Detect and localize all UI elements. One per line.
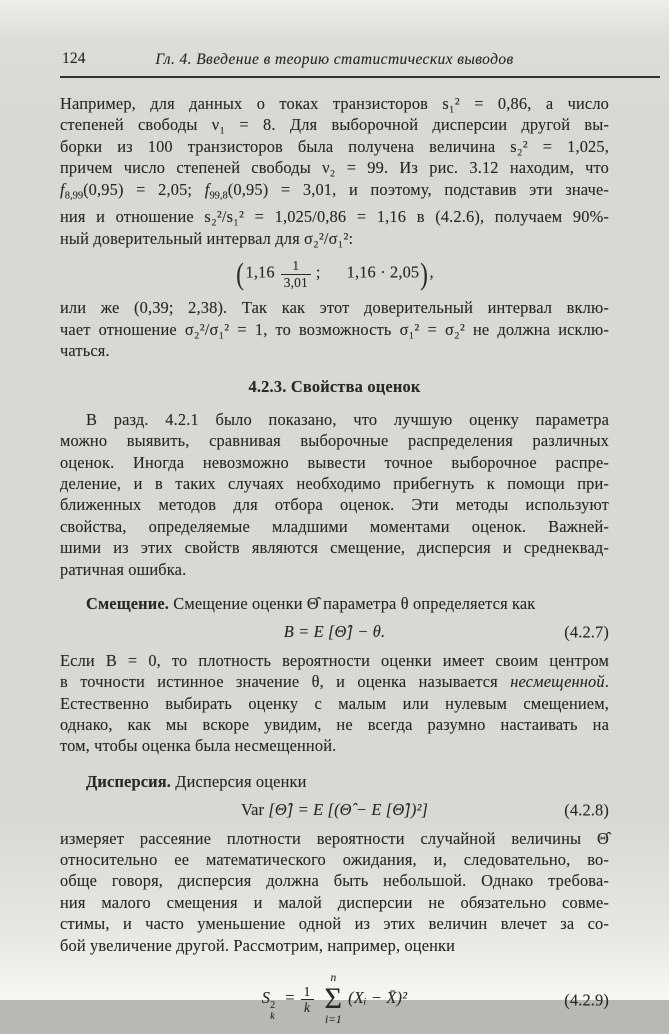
fraction (301, 984, 314, 1016)
sum-upper-limit: n (330, 972, 337, 985)
text-line: ния и отношение s₂²/s₁² = 1,025/0,86 = 1,16 в (4.2.6), получаем 90%- (60, 207, 609, 227)
text-line: стимы, и часто уменьшение одной из этих величин влечет за со- (60, 914, 609, 934)
text-line: обще говоря, дисперсия должна быть небольшой. Однако требова- (60, 871, 609, 891)
equation-body (241, 799, 428, 820)
text-fragment: (0,95) = 3,01, и поэтому, подставив эти значе- (227, 179, 610, 199)
text-line: Естественно выбирать оценку с малым или нулевым смещением, (60, 693, 609, 713)
close-paren: ) (420, 256, 429, 291)
text-line: ный доверительный интервал для σ₂²/σ₁²: (60, 228, 354, 248)
running-title: Гл. 4. Введение в теорию статистических выводов (155, 51, 514, 68)
equation-body: B = E [Θ̂] − θ. (283, 622, 386, 642)
equation-4-2-7 (60, 621, 609, 642)
equation-number: (4.2.8) (564, 800, 609, 820)
s-base: S (261, 988, 271, 1008)
text-line: Например, для данных о токах транзисторов s₁² = 0,86, а число (60, 94, 609, 113)
semicolon: ; (315, 262, 321, 282)
sigma-symbol: Σ (324, 982, 343, 1016)
trailing-comma: , (429, 262, 434, 282)
equation-number: (4.2.9) (564, 989, 609, 1009)
interval-right-term: 1,16 · 2,05 (346, 262, 420, 282)
f-symbol: f (204, 179, 210, 199)
equation-4-2-9 (60, 972, 609, 1027)
run-in-heading-variance: Дисперсия. (86, 771, 172, 791)
text-fragment: (0,95) = 2,05; (83, 179, 205, 199)
section-heading: 4.2.3. Свойства оценок (248, 377, 421, 397)
equation-confidence-interval (60, 258, 609, 290)
text-line-variance-lead (60, 771, 609, 792)
text-column (60, 48, 609, 1034)
text-line: В разд. 4.2.1 было показано, что лучшую оценку параметра (86, 409, 609, 429)
summation (325, 972, 343, 1027)
subscript-k: k (270, 1010, 275, 1022)
text-line: деление, и в таких случаях необходимо прибегнуть к помощи при- (60, 473, 609, 493)
fraction-denominator: 3,01 (281, 274, 311, 290)
open-paren: ( (236, 256, 245, 291)
text-line: борки из 100 транзисторов была получена величина s₂² = 1,025, (60, 136, 609, 156)
header-rule (60, 76, 660, 78)
text-line: чает отношение σ₂²/σ₁² = 1, то возможность σ₁² = σ₂² не должна исклю- (60, 319, 609, 339)
text-line: ближенных методов для отбора оценок. Эти методы используют (60, 495, 609, 515)
fraction-denominator: k (301, 999, 314, 1015)
interval-lead: 1,16 (245, 262, 275, 282)
paragraph-transistors (60, 93, 609, 249)
run-in-heading-bias: Смещение. (86, 594, 169, 613)
sum-lower-limit: i=1 (324, 1013, 342, 1026)
text-line: том, чтобы оценка была несмещенной. (60, 736, 337, 756)
fraction (281, 258, 311, 290)
fraction-numerator: 1 (292, 258, 300, 274)
text-fragment: . (604, 672, 609, 692)
text-fragment: Смещение оценки Θ̂ параметра θ определяется как (169, 594, 536, 613)
text-line: ратичная ошибка. (60, 559, 187, 579)
paragraph-unbiased (60, 650, 609, 757)
text-fragment: Дисперсия оценки (171, 771, 307, 791)
equals-sign: = (285, 988, 295, 1008)
f-symbol: f (60, 179, 65, 199)
text-line: чаться. (60, 340, 110, 360)
text-line: шими из этих свойств являются смещение, дисперсия и среднеквад- (60, 538, 609, 558)
superscript-2: 2 (270, 999, 276, 1011)
paragraph-variance-tradeoff (60, 828, 609, 956)
paragraph-bias (60, 593, 609, 614)
text-line-f-quantiles (60, 179, 609, 207)
text-line-bias-lead (60, 593, 609, 614)
text-line: причем число степеней свободы ν₂ = 99. Из рис. 3.12 находим, что (60, 158, 609, 178)
text-line: степеней свободы ν₁ = 8. Для выборочной дисперсии другой вы- (60, 115, 609, 135)
fraction-numerator: 1 (303, 983, 311, 999)
summand-expression: (Xᵢ − X̄)² (348, 988, 408, 1008)
text-line: ния малого смещения и малой дисперсии не обязательно совме- (60, 892, 609, 912)
text-line: или же (0,39; 2,38). Так как этот доверительный интервал вклю- (60, 298, 609, 318)
sup-sub-stack (270, 1000, 275, 1023)
paragraph-variance (60, 771, 609, 792)
text-line: Если B = 0, то плотность вероятности оценки имеет своим центром (60, 650, 609, 670)
text-fragment: в точности истинное значение θ, и оценка называется (60, 672, 511, 692)
page-number: 124 (62, 50, 86, 67)
text-line: бой увеличение другой. Рассмотрим, например, оценки (60, 935, 456, 955)
equation-4-2-8 (60, 799, 609, 820)
text-line: измеряет рассеяние плотности вероятности случайной величины Θ̂ (60, 828, 609, 848)
italic-term-unbiased: несмещенной (510, 672, 605, 692)
text-line-with-italic (60, 671, 609, 692)
text-line: относительно ее математического ожидания, и, следовательно, во- (60, 850, 609, 870)
text-line: оценок. Иногда невозможно вывести точное выборочное распре- (60, 452, 609, 472)
equation-number: (4.2.7) (564, 622, 609, 642)
paragraph-interval-result (60, 297, 609, 361)
var-operator: Var (240, 800, 265, 820)
text-line: однако, как мы вскоре увидим, не всегда разумно настаивать на (60, 715, 609, 735)
f-subscript: 99,8 (209, 189, 228, 201)
equation-body (262, 972, 407, 1027)
paragraph-estimator-properties (60, 409, 609, 580)
s-squared-k (261, 988, 276, 1022)
text-line: можно выявить, сравнивая выборочные распределения различных (60, 431, 609, 451)
text-line: свойства, определяемые младшими моментами оценок. Важней- (60, 516, 609, 536)
equation-body (235, 258, 434, 290)
f-subscript: 8,99 (64, 189, 84, 201)
equation-expression: [Θ̂] = E [(Θ̂ − E [Θ̂])²] (264, 800, 429, 820)
page-header (60, 48, 609, 70)
